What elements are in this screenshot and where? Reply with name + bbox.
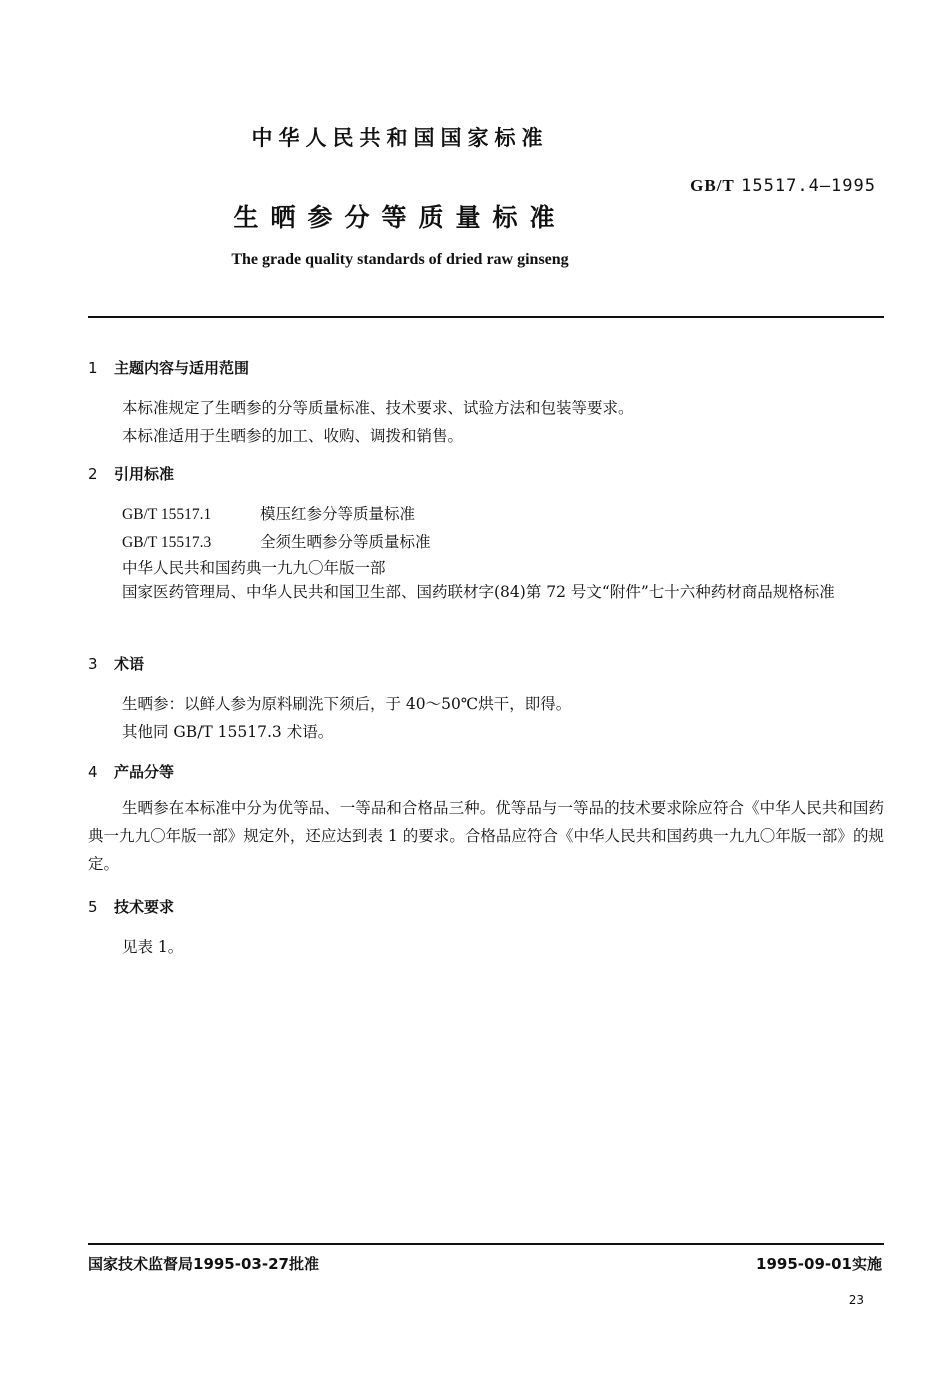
section-title: 术语 xyxy=(114,655,145,673)
section-1-line-1: 本标准规定了生晒参的分等质量标准、技术要求、试验方法和包装等要求。 xyxy=(122,399,634,417)
section-number: 5 xyxy=(88,898,98,916)
section-number: 2 xyxy=(88,465,98,483)
section-number: 3 xyxy=(88,655,98,673)
reference-paragraph-spec: 国家医药管理局、中华人民共和国卫生部、国药联材字(84)第 72 号文“附件”七十六种药材商品规格标准 xyxy=(122,583,835,601)
reference-code: GB/T 15517.1 xyxy=(122,506,212,523)
section-4-paragraph: 生晒参在本标准中分为优等品、一等品和合格品三种。优等品与一等品的技术要求除应符合《中华人民共和国药典一九九〇年版一部》规定外，还应达到表 1 的要求。合格品应符合《中华人民共和国药典一九九〇年版一部》的规定。 xyxy=(88,799,884,873)
section-5-line-1: 见表 1。 xyxy=(122,938,184,956)
reference-code: GB/T 15517.3 xyxy=(122,534,212,551)
implementation-date: 1995-09-01实施 xyxy=(756,1255,882,1273)
reference-name: 全须生晒参分等质量标准 xyxy=(260,533,431,551)
standard-code xyxy=(690,176,876,196)
section-1-line-2: 本标准适用于生晒参的加工、收购、调拨和销售。 xyxy=(122,427,464,445)
document-title-en: The grade quality standards of dried raw ginseng xyxy=(231,251,569,268)
section-4-heading xyxy=(88,761,174,782)
footer-divider xyxy=(88,1243,884,1245)
national-standard-title: 中华人民共和国国家标准 xyxy=(251,126,549,150)
standard-code-prefix: GB/T xyxy=(690,176,735,195)
page-number: 23 xyxy=(848,1293,864,1307)
section-1-heading xyxy=(88,357,249,378)
reference-name: 模压红参分等质量标准 xyxy=(260,505,416,523)
reference-item xyxy=(122,530,431,552)
document-title-cn: 生晒参分等质量标准 xyxy=(233,203,567,232)
approval-date: 国家技术监督局1995-03-27批准 xyxy=(88,1255,319,1273)
section-title: 技术要求 xyxy=(114,898,175,916)
section-3-heading xyxy=(88,653,144,674)
section-title: 产品分等 xyxy=(114,763,175,781)
reference-line-pharmacopoeia: 中华人民共和国药典一九九〇年版一部 xyxy=(122,559,386,577)
section-title: 主题内容与适用范围 xyxy=(114,359,250,377)
section-3-line-2: 其他同 GB/T 15517.3 术语。 xyxy=(122,723,334,741)
section-number: 4 xyxy=(88,763,98,781)
section-2-heading xyxy=(88,463,174,484)
section-number: 1 xyxy=(88,359,98,377)
standard-code-number: 15517.4—1995 xyxy=(741,176,876,196)
section-title: 引用标准 xyxy=(114,465,175,483)
section-5-heading xyxy=(88,896,174,917)
header-divider xyxy=(88,316,884,318)
reference-item xyxy=(122,502,415,524)
section-3-line-1: 生晒参：以鲜人参为原料刷洗下须后，于 40～50℃烘干，即得。 xyxy=(122,695,572,713)
